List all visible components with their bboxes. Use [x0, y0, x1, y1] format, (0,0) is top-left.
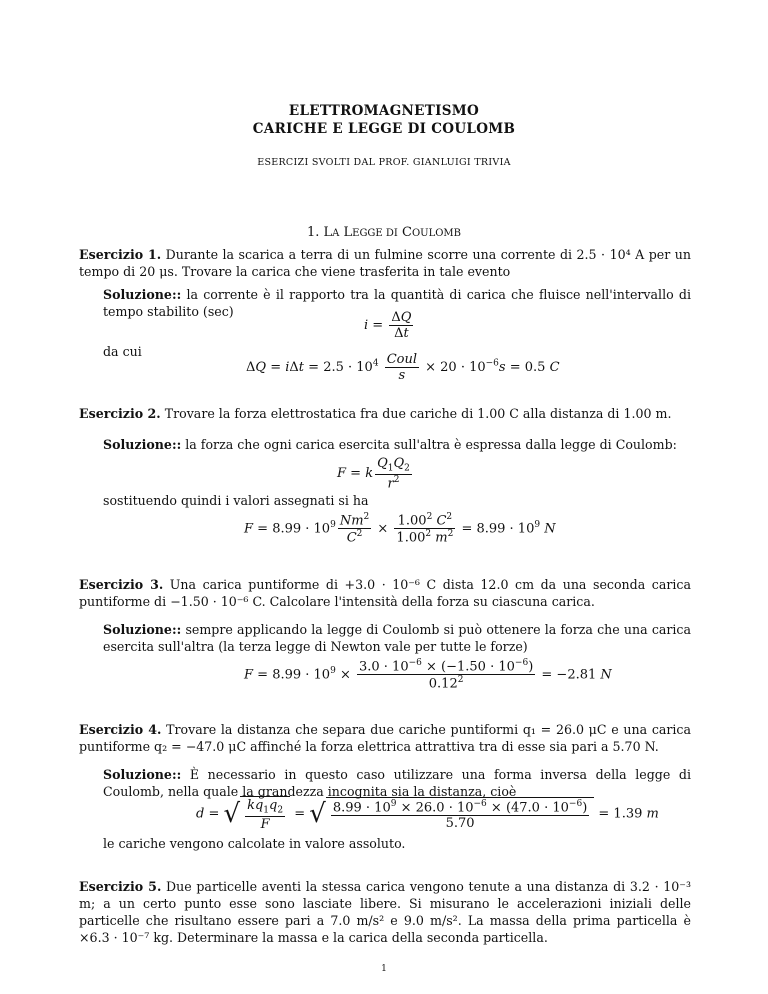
- equation-charge: $\Delta Q = i\Delta t = 2.5 \cdot 10^4$ $\frac{\text{Coul}}{s}$ × $20 \cdot 10^{-6}s = 0.5$ C: [246, 352, 560, 383]
- exercise-5: [79, 878, 691, 946]
- solution-1-label: Soluzione::: [103, 287, 182, 302]
- solution-1-text: la corrente è il rapporto tra la quantità di carica che fluisce nell'intervallo di tempo stabilito (sec): [103, 287, 691, 319]
- solution-2: [103, 436, 691, 453]
- section-heading: 1. LA LEGGE DI COULOMB: [306, 225, 462, 240]
- solution-4-text: È necessario in questo caso utilizzare una forma inversa della legge di Coulomb, nella quale la grandezza incognita sia la distanza, cioè: [103, 767, 691, 799]
- document-title-line2: CARICHE E LEGGE DI COULOMB: [252, 121, 516, 137]
- exercise-5-label: Esercizio 5.: [79, 879, 162, 894]
- equation-distance: d = √ $\frac{kq_1q_2}{F}$ = √ $\frac{8.99 \cdot 10^9 \times 26.0 \cdot 10^{-6} \times (47.0 \cdot 10^{-6})}{5.70}$ = 1.39 m: [196, 798, 659, 832]
- exercise-3: [79, 576, 691, 610]
- exercise-4-text: Trovare la distanza che separa due cariche puntiformi q₁ = 26.0 μC e una carica puntiforme q₂ = −47.0 μC affinché la forza elettrica attrattiva tra di esse sia pari a 5.70 N.: [79, 722, 691, 754]
- exercise-4-label: Esercizio 4.: [79, 722, 162, 737]
- equation-force-2: $F = 8.99 \cdot 10^9$ × $\frac{3.0 \cdot 10^{-6} \times (-1.50 \cdot 10^{-6})}{0.12^2}$ = −2.81 N: [244, 658, 612, 692]
- solution-4: [103, 766, 691, 800]
- exercise-2: [79, 405, 691, 422]
- solution-2-after: sostituendo quindi i valori assegnati si ha: [103, 493, 369, 508]
- equation-force-1: $F = 8.99 \cdot 10^9$ $\frac{Nm^2}{C^2}$ × $\frac{1.00^2 C^2}{1.00^2 m^2}$ = $8.99 \cdot 10^9$ N: [244, 512, 556, 546]
- exercise-1: [79, 246, 691, 280]
- solution-3: [103, 621, 691, 655]
- exercise-3-label: Esercizio 3.: [79, 577, 164, 592]
- solution-3-text: sempre applicando la legge di Coulomb si può ottenere la forza che una carica esercita sull'altra (la terza legge di Newton vale per tutte le forze): [103, 622, 691, 654]
- exercise-5-text: Due particelle aventi la stessa carica vengono tenute a una distanza di 3.2 · 10⁻³ m; a un certo punto esse sono lasciate libere. Si misurano le accelerazioni iniziali delle particelle che risultano essere pari a 7.0 m/s² e 9.0 m/s². La massa della prima particella è ×6.3 · 10⁻⁷ kg. Determinare la massa e la carica della seconda particella.: [79, 879, 691, 945]
- exercise-1-text: Durante la scarica a terra di un fulmine scorre una corrente di 2.5 · 10⁴ A per un tempo di 20 μs. Trovare la carica che viene trasferita in tale evento: [79, 247, 691, 279]
- solution-4-label: Soluzione::: [103, 767, 182, 782]
- exercise-2-label: Esercizio 2.: [79, 406, 161, 421]
- author-line: ESERCIZI SVOLTI DAL PROF. GIANLUIGI TRIVIA: [257, 157, 511, 168]
- solution-3-label: Soluzione::: [103, 622, 182, 637]
- solution-2-text: la forza che ogni carica esercita sull'altra è espressa dalla legge di Coulomb:: [185, 437, 677, 452]
- solution-2-label: Soluzione::: [103, 437, 182, 452]
- exercise-4: [79, 721, 691, 755]
- page-number: 1: [381, 964, 387, 974]
- document-title-line1: ELETTROMAGNETISMO: [288, 103, 480, 119]
- equation-current: i = $\frac{\Delta Q}{\Delta t}$: [364, 310, 412, 341]
- exercise-1-label: Esercizio 1.: [79, 247, 162, 262]
- solution-4-after: le cariche vengono calcolate in valore assoluto.: [103, 836, 406, 851]
- exercise-3-text: Una carica puntiforme di +3.0 · 10⁻⁶ C dista 12.0 cm da una seconda carica puntiforme di −1.50 · 10⁻⁶ C. Calcolare l'intensità della forza su ciascuna carica.: [79, 577, 691, 609]
- exercise-2-text: Trovare la forza elettrostatica fra due cariche di 1.00 C alla distanza di 1.00 m.: [164, 406, 672, 421]
- da-cui-text: da cui: [103, 344, 142, 359]
- equation-coulomb: F = k $\frac{Q_1Q_2}{r^2}$: [337, 456, 410, 491]
